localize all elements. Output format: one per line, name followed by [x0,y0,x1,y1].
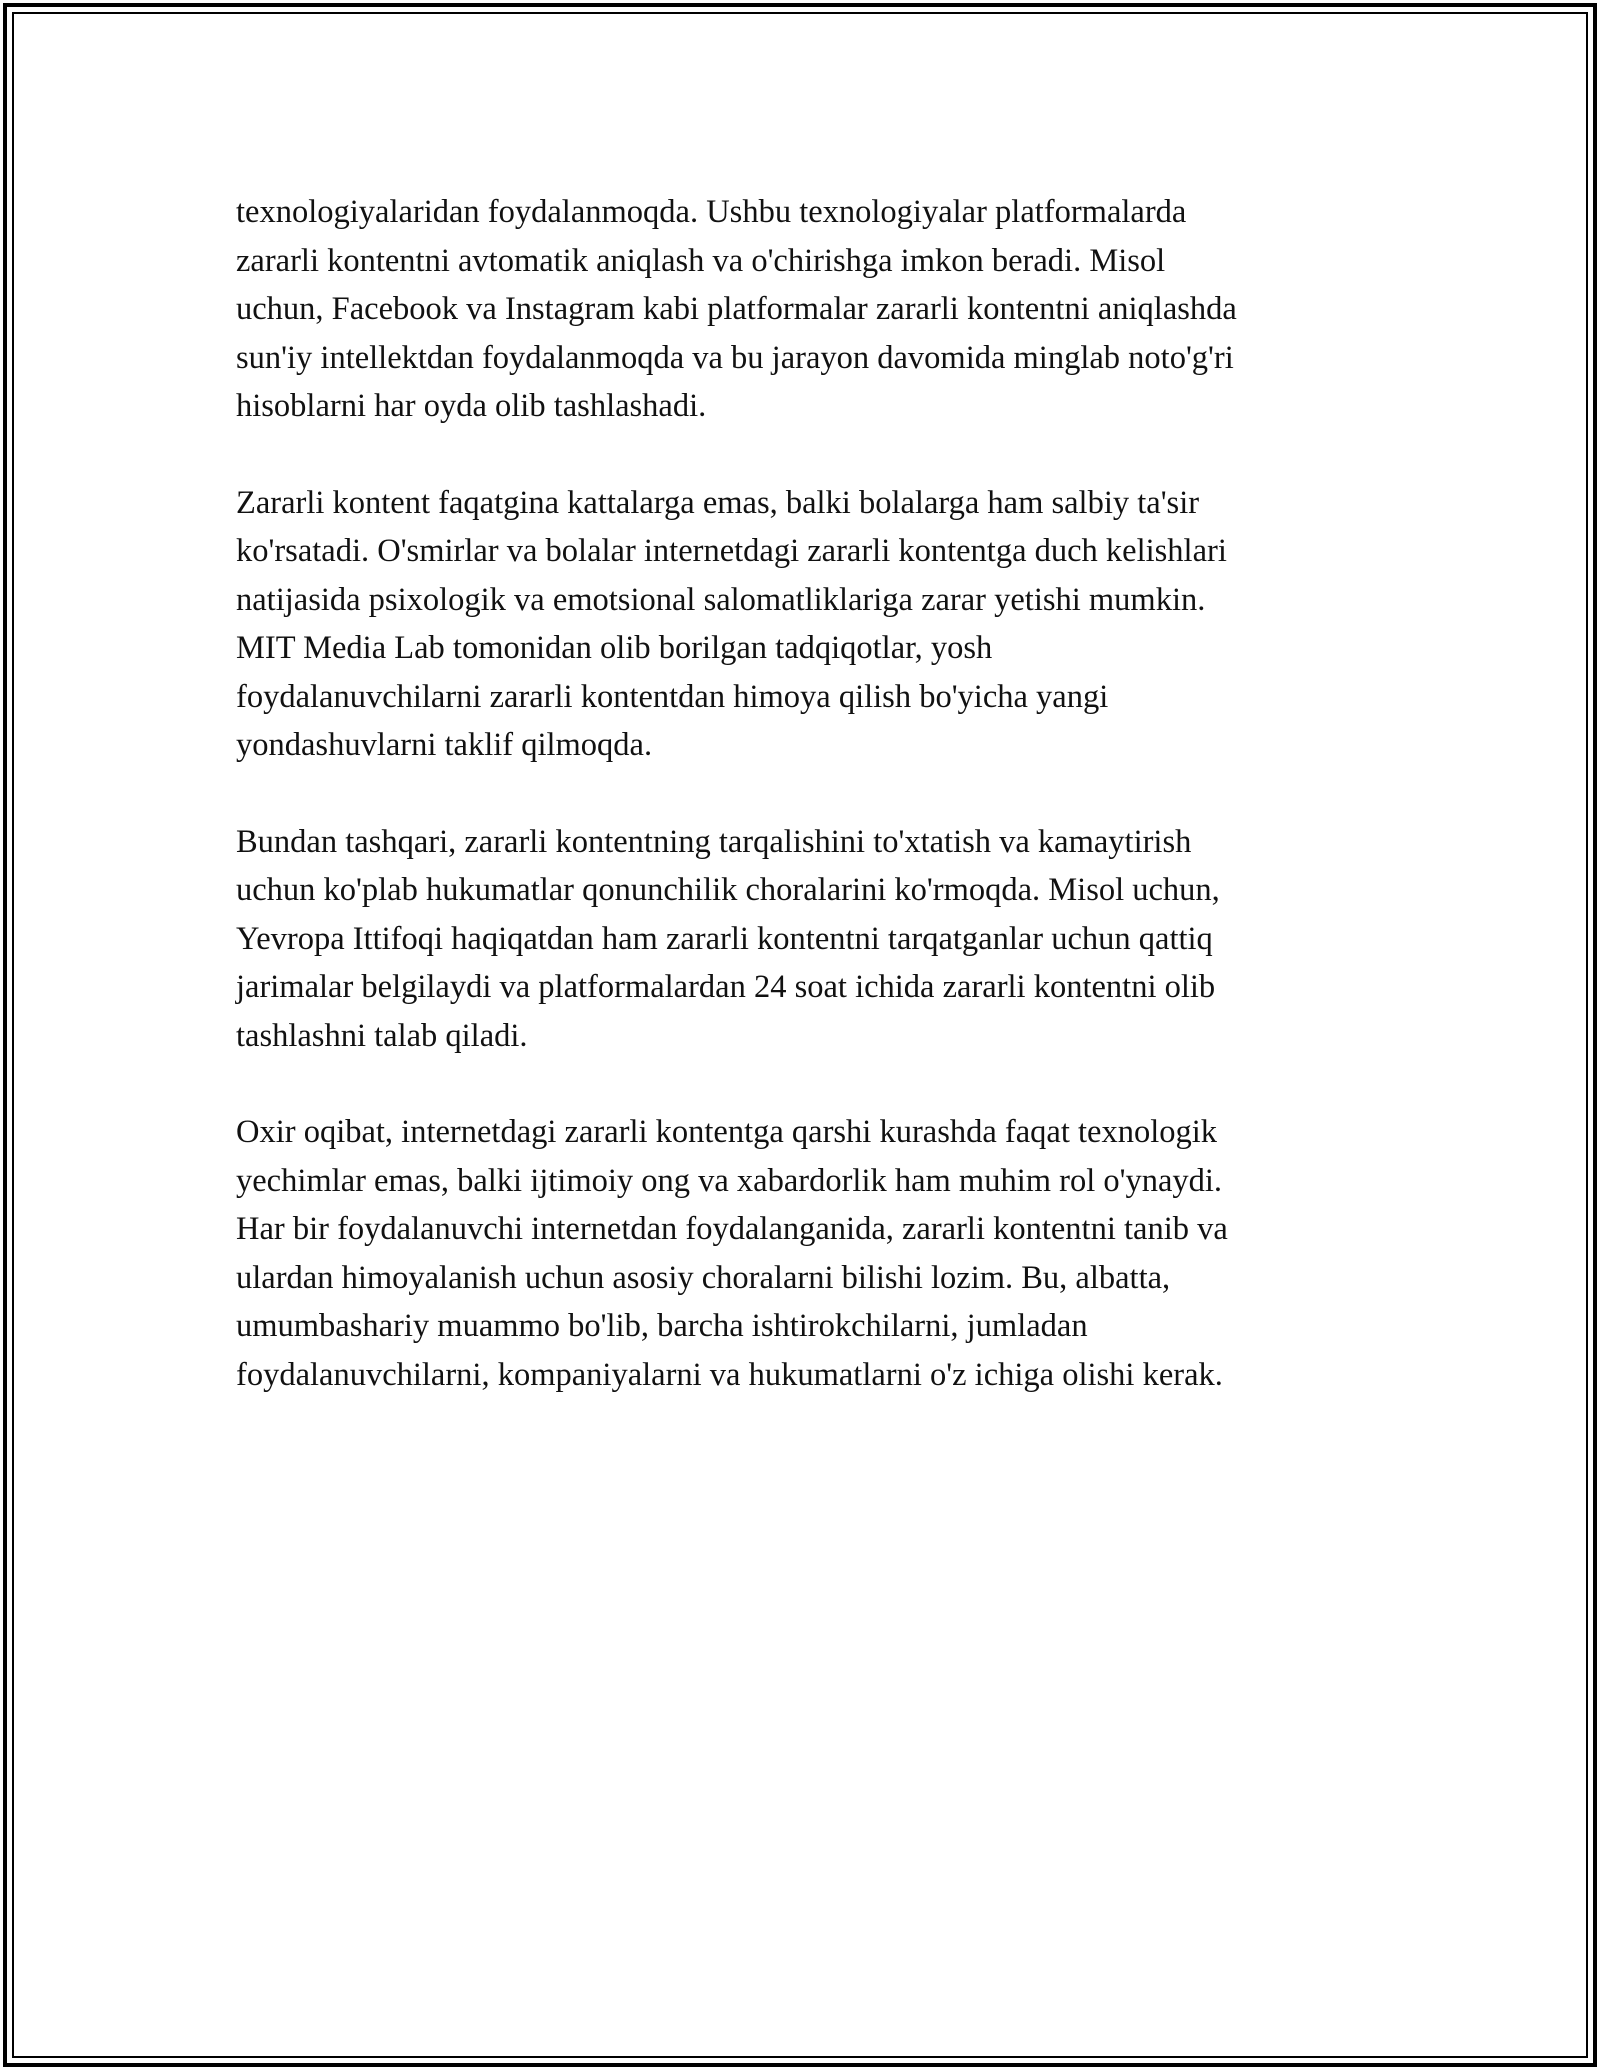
paragraph-government-regulation: Bundan tashqari, zararli kontentning tarqalishini to'xtatish va kamaytirish uchun ko'plab hukumatlar qonunchilik choralarini ko'rmoqda. Misol uchun, Yevropa Ittifoqi haqiqatdan ham zararli kontentni tarqatganlar uchun qattiq jarimalar belgilaydi va platformalardan 24 soat ichida zararli kontentni olib tashlashni talab qiladi. [236,823,1220,1054]
paragraph-content-moderation-tech: texnologiyalaridan foydalanmoqda. Ushbu texnologiyalar platformalarda zararli kontentni avtomatik aniqlash va o'chirishga imkon beradi. Misol uchun, Facebook va Instagram kabi platformalar zararli kontentni aniqlashda sun'iy intellektdan foydalanmoqda va bu jarayon davomida minglab noto'g'ri hisoblarni har oyda olib tashlashadi. [236,194,1237,424]
document-body [236,188,1376,1447]
paragraph-children-impact: Zararli kontent faqatgina kattalarga emas, balki bolalarga ham salbiy ta'sir ko'rsatadi. O'smirlar va bolalar internetdagi zararli kontentga duch kelishlari natijasida psixologik va emotsional salomatliklariga zarar yetishi mumkin. MIT Media Lab tomonidan olib borilgan tadqiqotlar, yosh foydalanuvchilarni zararli kontentdan himoya qilish bo'yicha yangi yondashuvlarni taklif qilmoqda. [236,484,1227,763]
paragraph-conclusion: Oxir oqibat, internetdagi zararli kontentga qarshi kurashda faqat texnologik yechimlar emas, balki ijtimoiy ong va xabardorlik ham muhim rol o'ynaydi. Har bir foydalanuvchi internetdan foydalanganida, zararli kontentni tanib va ulardan himoyalanish uchun asosiy choralarni bilishi lozim. Bu, albatta, umumbashariy muammo bo'lib, barcha ishtirokchilarni, jumladan foydalanuvchilarni, kompaniyalarni va hukumatlarni o'z ichiga olishi kerak. [236,1114,1228,1393]
